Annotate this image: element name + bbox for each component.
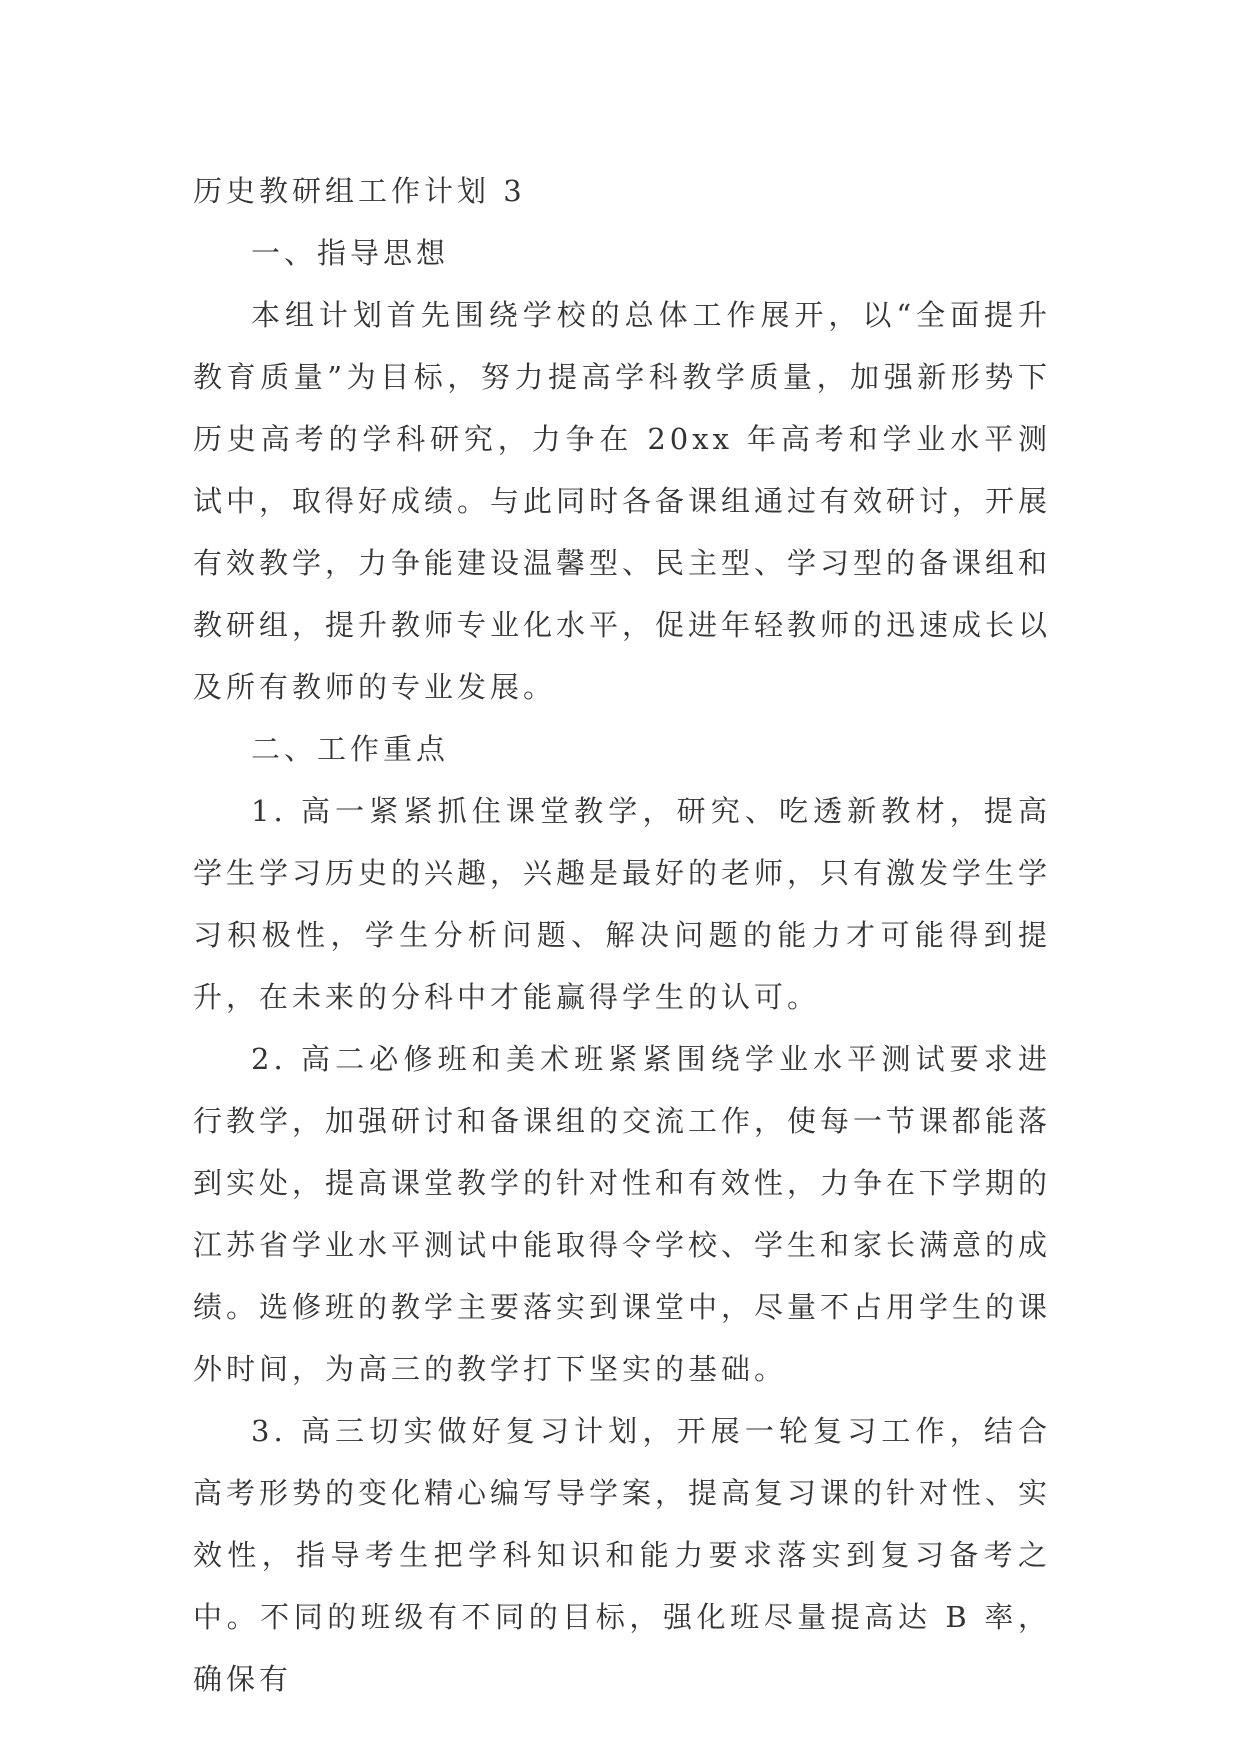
document-title: 历史教研组工作计划 3 [193,174,526,208]
work-focus-item-1: 1. 高一紧紧抓住课堂教学，研究、吃透新教材，提高学生学习历史的兴趣，兴趣是最好的老师，只有激发学生学习积极性，学生分析问题、解决问题的能力才可能得到提升，在未来的分科中才能赢得学生的认可。 [193,794,1052,1014]
work-focus-item-2: 2. 高二必修班和美术班紧紧围绕学业水平测试要求进行教学，加强研讨和备课组的交流工作，使每一节课都能落到实处，提高课堂教学的针对性和有效性，力争在下学期的江苏省学业水平测试中能取得令学校、学生和家长满意的成绩。选修班的教学主要落实到课堂中，尽量不占用学生的课外时间，为高三的教学打下坚实的基础。 [193,1042,1052,1386]
section-heading-work-focus: 二、工作重点 [251,732,450,766]
paragraph-guiding-ideology: 本组计划首先围绕学校的总体工作展开，以“全面提升教育质量”为目标，努力提高学科教学质量，加强新形势下历史高考的学科研究，力争在 20xx 年高考和学业水平测试中，取得好成绩。与此同时各备课组通过有效研讨，开展有效教学，力争能建设温馨型、民主型、学习型的备课组和教研组，提升教师专业化水平，促进年轻教师的迅速成长以及所有教师的专业发展。 [193,298,1052,704]
section-heading-guiding-ideology: 一、指导思想 [251,236,450,270]
document-page [193,160,1051,1710]
work-focus-item-3: 3. 高三切实做好复习计划，开展一轮复习工作，结合高考形势的变化精心编写导学案，提高复习课的针对性、实效性，指导考生把学科知识和能力要求落实到复习备考之中。不同的班级有不同的目标，强化班尽量提高达 B 率，确保有 [193,1414,1052,1696]
